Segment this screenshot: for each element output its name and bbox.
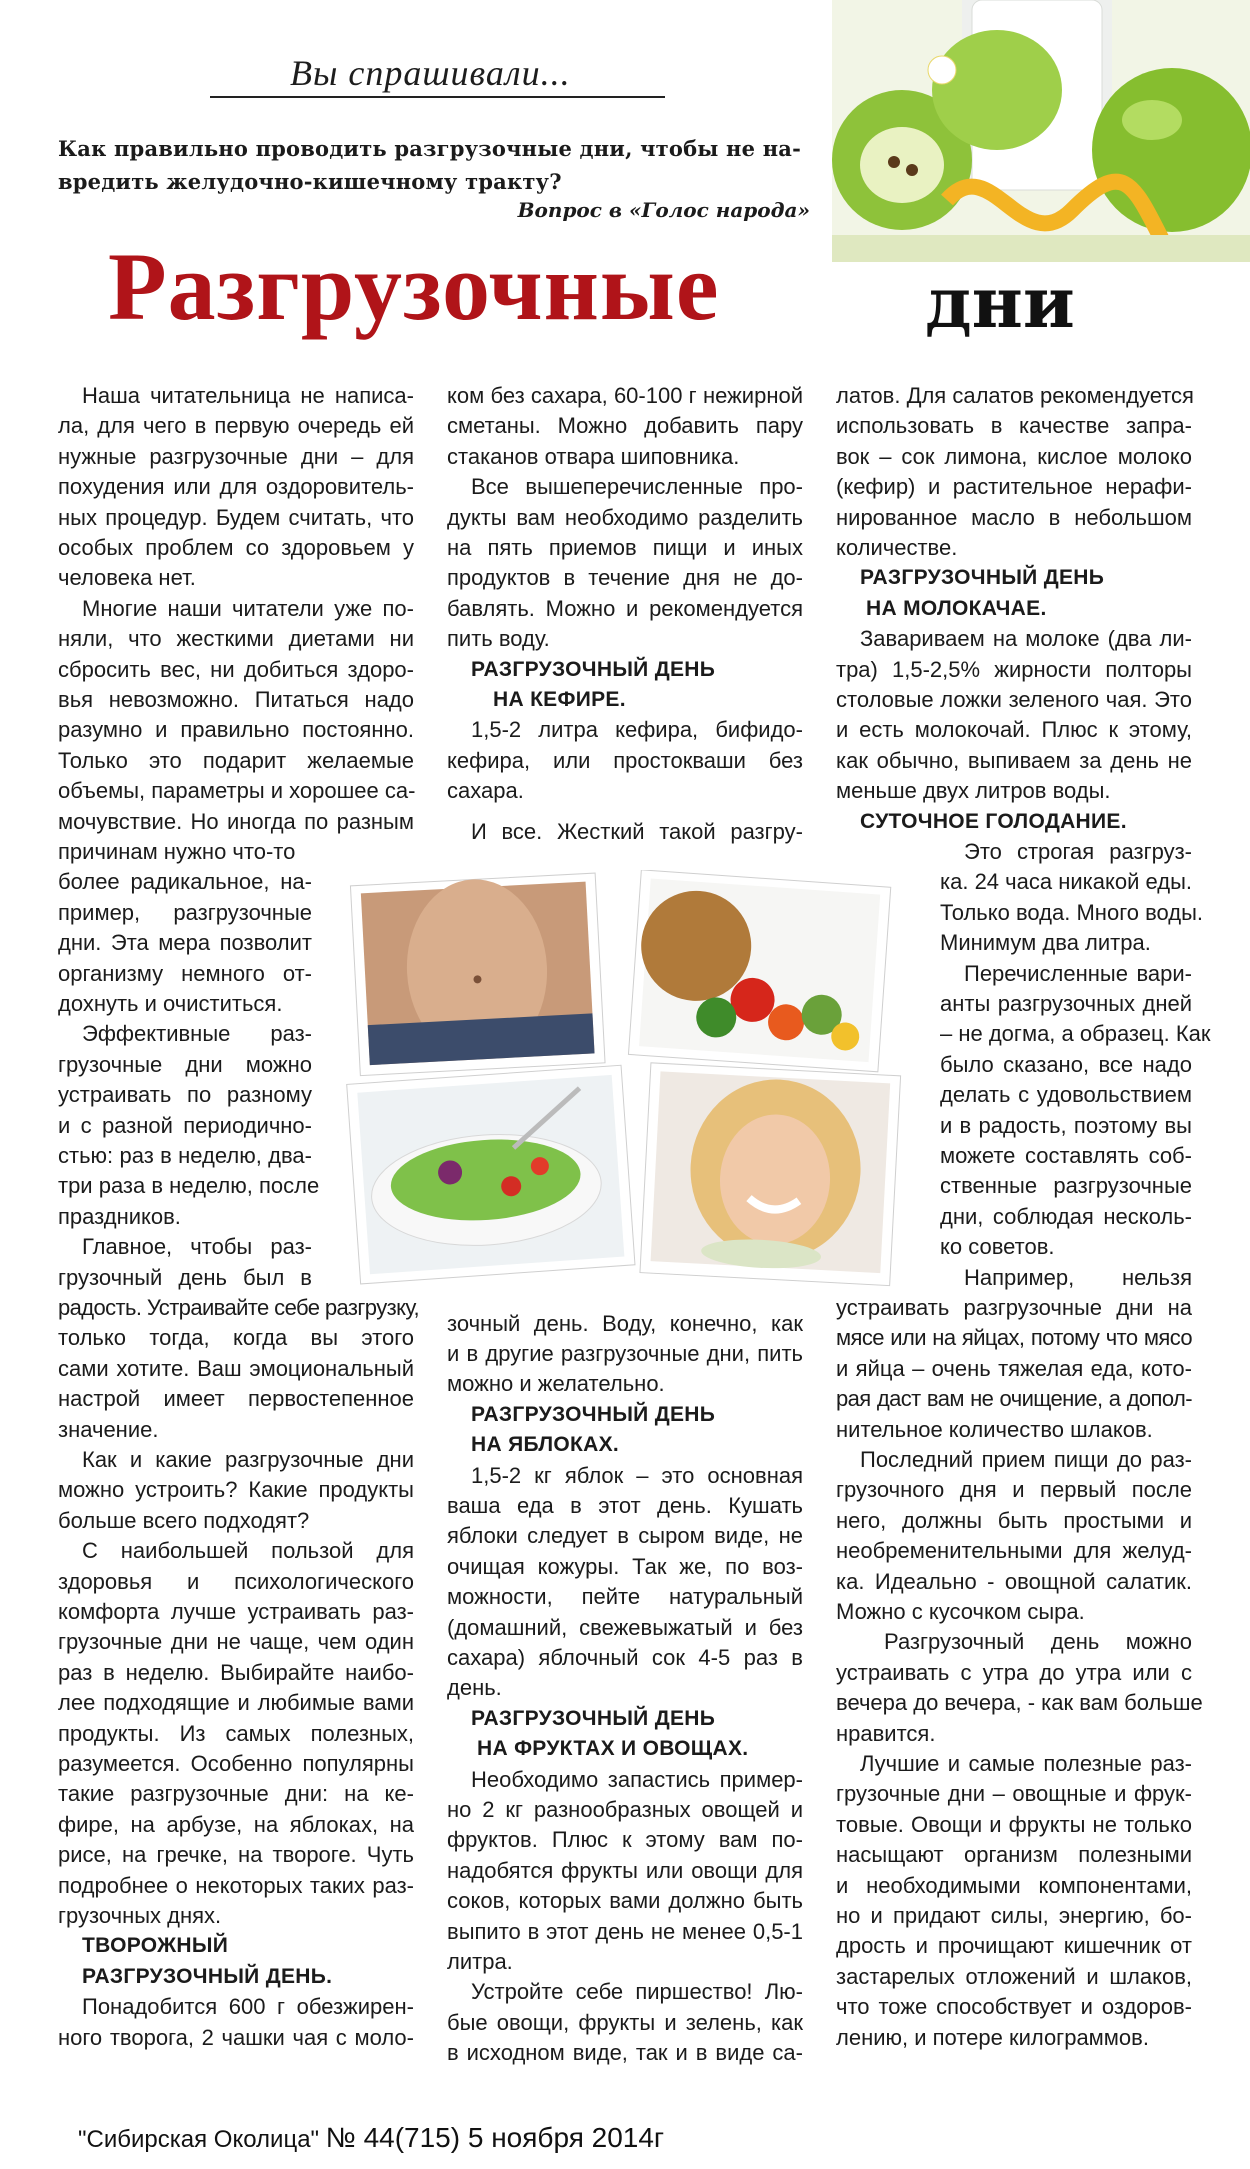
section-heading: РАЗГРУЗОЧНЫЙ ДЕНЬ xyxy=(471,1707,716,1730)
text-line: сбросить вес, ни добиться здоро- xyxy=(58,657,414,682)
text-line: нужные разгрузочные дни – для xyxy=(58,444,414,469)
apples-milk-photo xyxy=(832,0,1250,262)
text-line: устраивать по разному xyxy=(58,1082,312,1107)
text-line: ка. 24 часа никакой еды. xyxy=(940,869,1193,894)
text-line: Только это подарит желаемые xyxy=(58,748,414,773)
text-line: настрой имеет первостепенное xyxy=(58,1386,414,1411)
text-line: продуктов в течение дня не до- xyxy=(447,565,803,590)
section-heading: РАЗГРУЗОЧНЫЙ ДЕНЬ xyxy=(471,1403,716,1426)
text-line: нительное количество шлаков. xyxy=(836,1417,1153,1442)
text-line: и есть молокочай. Плюс к этому, xyxy=(836,717,1192,742)
section-heading: СУТОЧНОЕ ГОЛОДАНИЕ. xyxy=(860,810,1127,833)
text-line: Можно с кусочком сыра. xyxy=(836,1599,1085,1624)
text-line: Устройте себе пиршество! Лю- xyxy=(471,1979,803,2004)
text-line: только тогда, когда вы этого xyxy=(58,1325,414,1350)
text-line: комфорта лучше устраивать раз- xyxy=(58,1599,414,1624)
text-line: Только вода. Много воды. xyxy=(940,900,1204,925)
reader-question xyxy=(58,132,818,198)
text-line: праздников. xyxy=(58,1204,181,1229)
text-line: можно устроить? Какие продукты xyxy=(58,1477,414,1502)
kicker-rule xyxy=(210,96,665,98)
section-heading: РАЗГРУЗОЧНЫЙ ДЕНЬ. xyxy=(82,1965,333,1988)
text-line: очищая кожуры. Так же, по воз- xyxy=(447,1554,803,1579)
text-line: Все вышеперечисленные про- xyxy=(471,474,803,499)
issue-footer xyxy=(78,2122,664,2154)
text-line: (домашний, свежевыжатый и без xyxy=(447,1615,803,1640)
text-line: ком без сахара, 60-100 г нежирной xyxy=(447,383,803,408)
text-line: соков, которых вами должно быть xyxy=(447,1888,803,1913)
text-line: – не догма, а образец. Как xyxy=(940,1021,1211,1046)
text-line: (кефир) и растительное нерафи- xyxy=(836,474,1192,499)
text-line: меньше двух литров воды. xyxy=(836,778,1111,803)
text-line: объемы, параметры и хорошее са- xyxy=(58,778,416,803)
text-line: нравится. xyxy=(836,1721,936,1746)
text-line: грузочные дни не чаще, чем один xyxy=(58,1629,414,1654)
section-heading: ТВОРОЖНЫЙ xyxy=(82,1934,229,1957)
text-line: Разгрузочный день можно xyxy=(884,1629,1192,1654)
text-line: ного творога, 2 чашки чая с моло- xyxy=(58,2025,414,2050)
text-line: насыщают организм полезными xyxy=(836,1842,1192,1867)
text-line: застарелых отложений и шлаков, xyxy=(836,1964,1192,1989)
text-line: на пять приемов пищи и иных xyxy=(447,535,803,560)
text-line: продукты. Из самых полезных, xyxy=(58,1721,414,1746)
section-heading: НА КЕФИРЕ. xyxy=(493,688,626,711)
text-line: литра. xyxy=(447,1949,513,1974)
text-line: дрость и прочищают кишечник от xyxy=(836,1933,1192,1958)
article-title: Разгрузочные xyxy=(108,233,720,340)
text-line: мясе или на яйцах, потому что мясо xyxy=(836,1325,1192,1350)
question-line: Как правильно проводить разгрузочные дни, чтобы не на- xyxy=(58,136,801,161)
text-line: С наибольшей пользой для xyxy=(82,1538,414,1563)
text-line: и в радость, поэтому вы xyxy=(940,1113,1192,1138)
text-line: разумно и правильно постоянно. xyxy=(58,717,414,742)
text-line: вья невозможно. Питаться надо xyxy=(58,687,414,712)
text-line: стью: раз в неделю, два- xyxy=(58,1143,312,1168)
text-line: лению, и потере килограммов. xyxy=(836,2025,1149,2050)
text-line: грузочные дни – овощные и фрук- xyxy=(836,1781,1192,1806)
text-line: три раза в неделю, после xyxy=(58,1173,320,1198)
text-line: сметаны. Можно добавить пару xyxy=(447,413,803,438)
text-line: яблоки следует в сыром виде, не xyxy=(447,1523,803,1548)
question-line: вредить желудочно-кишечному тракту? xyxy=(58,169,562,194)
text-line: надобятся фрукты или овощи для xyxy=(447,1858,803,1883)
text-line: анты разгрузочных дней xyxy=(940,991,1192,1016)
text-line: и в другие разгрузочные дни, пить xyxy=(447,1341,803,1366)
text-line: пример, разгрузочные xyxy=(58,900,312,925)
text-line: и с разной периодично- xyxy=(58,1113,312,1138)
text-line: разумеется. Особенно популярны xyxy=(58,1751,414,1776)
text-line: Многие наши читатели уже по- xyxy=(82,596,414,621)
text-line: Например, нельзя xyxy=(964,1265,1192,1290)
text-line: сахара. xyxy=(447,778,524,803)
text-line: в исходном виде, так и в виде са- xyxy=(447,2040,803,2065)
text-line: вечера до вечера, - как вам больше xyxy=(836,1690,1203,1715)
text-line: раз в неделю. Выбирайте наибо- xyxy=(58,1660,414,1685)
text-line: Последний прием пищи до раз- xyxy=(860,1447,1192,1472)
text-line: дохнуть и очиститься. xyxy=(58,991,283,1016)
text-line: значение. xyxy=(58,1417,159,1442)
text-line: Это строгая разгруз- xyxy=(964,839,1192,864)
section-kicker: Вы спрашивали... xyxy=(290,53,571,93)
section-heading: НА ЯБЛОКАХ. xyxy=(471,1433,620,1456)
section-heading: РАЗГРУЗОЧНЫЙ ДЕНЬ xyxy=(471,658,716,681)
text-line: Завариваем на молоке (два ли- xyxy=(860,626,1192,651)
text-line: фире, на арбузе, на яблоках, на xyxy=(58,1812,414,1837)
text-line: радость. Устраивайте себе разгрузку, xyxy=(58,1295,420,1320)
text-line: было сказано, все надо xyxy=(940,1052,1192,1077)
text-line: но и придают силы, энергию, бо- xyxy=(836,1903,1192,1928)
text-line: можности, пейте натуральный xyxy=(447,1584,803,1609)
text-line: и необходимыми компонентами, xyxy=(836,1873,1192,1898)
text-line: ных процедур. Будем считать, что xyxy=(58,505,414,530)
text-line: что тоже способствует и оздоров- xyxy=(836,1994,1192,2019)
text-line: лее подходящие и любимые вами xyxy=(58,1690,414,1715)
photo-collage xyxy=(335,870,910,1290)
text-line: и яйца – очень тяжелая еда, кото- xyxy=(836,1356,1192,1381)
text-line: человека нет. xyxy=(58,565,196,590)
text-line: организму немного от- xyxy=(58,961,312,986)
text-line: рая даст вам не очищение, а допол- xyxy=(836,1386,1192,1411)
text-line: грузочные дни можно xyxy=(58,1052,312,1077)
text-line: Главное, чтобы раз- xyxy=(82,1234,312,1259)
text-line: 1,5-2 кг яблок – это основная xyxy=(471,1463,803,1488)
text-line: подробнее о некоторых таких раз- xyxy=(58,1873,414,1898)
text-line: использовать в качестве запра- xyxy=(836,413,1192,438)
text-line: вок – сок лимона, кислое молоко xyxy=(836,444,1192,469)
text-line: дукты вам необходимо разделить xyxy=(447,505,803,530)
text-line: И все. Жесткий такой разгру- xyxy=(471,819,803,844)
text-line: количестве. xyxy=(836,535,958,560)
section-heading: РАЗГРУЗОЧНЫЙ ДЕНЬ xyxy=(860,566,1105,589)
text-line: Необходимо запастись пример- xyxy=(471,1767,803,1792)
text-line: можете составлять соб- xyxy=(940,1143,1192,1168)
text-line: похудения или для оздоровитель- xyxy=(58,474,414,499)
text-line: латов. Для салатов рекомендуется xyxy=(836,383,1194,408)
question-source: Вопрос в «Голос народа» xyxy=(517,198,810,222)
text-line: ка. Идеально - овощной салатик. xyxy=(836,1569,1192,1594)
text-line: Эффективные раз- xyxy=(82,1021,312,1046)
text-line: грузочных днях. xyxy=(58,1903,222,1928)
text-line: дни, соблюдая несколь- xyxy=(940,1204,1192,1229)
text-line: товые. Овощи и фрукты не только xyxy=(836,1812,1192,1837)
section-heading: НА ФРУКТАХ И ОВОЩАХ. xyxy=(477,1737,749,1760)
text-line: рисе, на гречке, на твороге. Чуть xyxy=(58,1842,414,1867)
text-line: но 2 кг разнообразных овощей и xyxy=(447,1797,803,1822)
text-line: столовые ложки зеленого чая. Это xyxy=(836,687,1192,712)
text-line: сами хотите. Ваш эмоциональный xyxy=(58,1356,414,1381)
text-line: бавлять. Можно и рекомендуется xyxy=(447,596,803,621)
text-line: ла, для чего в первую очередь ей xyxy=(58,413,414,438)
text-line: Лучшие и самые полезные раз- xyxy=(860,1751,1192,1776)
issue-number-date: № 44(715) 5 ноября 2014г xyxy=(325,2122,665,2153)
text-line: Наша читательница не написа- xyxy=(82,383,414,408)
text-line: можно и желательно. xyxy=(447,1371,665,1396)
text-line: как обычно, выпиваем за день не xyxy=(836,748,1192,773)
text-line: сахара) яблочный сок 4-5 раз в xyxy=(447,1645,803,1670)
text-line: Перечисленные вари- xyxy=(964,961,1192,986)
text-line: фруктов. Плюс к этому вам по- xyxy=(447,1827,803,1852)
text-line: зочный день. Воду, конечно, как xyxy=(447,1311,803,1336)
text-line: тра) 1,5-2,5% жирности полторы xyxy=(836,657,1192,682)
text-line: необременительными для желуд- xyxy=(836,1538,1192,1563)
section-heading: НА МОЛОКАЧАЕ. xyxy=(866,597,1047,620)
text-line: няли, что жесткими диетами ни xyxy=(58,626,414,651)
newspaper-name: "Сибирская Околица" xyxy=(78,2126,320,2153)
text-line: ственные разгрузочные xyxy=(940,1173,1192,1198)
text-line: причинам нужно что-то xyxy=(58,839,296,864)
text-line: особых проблем со здоровьем у xyxy=(58,535,414,560)
text-line: бые овощи, фрукты и зелень, как xyxy=(447,2010,803,2035)
text-line: Минимум два литра. xyxy=(940,930,1151,955)
text-line: здоровья и психологического xyxy=(58,1569,414,1594)
text-line: ко советов. xyxy=(940,1234,1055,1259)
text-line: мочувствие. Но иногда по разным xyxy=(58,809,414,834)
text-line: устраивать с утра до утра или с xyxy=(836,1660,1192,1685)
text-line: устраивать разгрузочные дни на xyxy=(836,1295,1192,1320)
text-line: кефира, или простокваши без xyxy=(447,748,803,773)
text-line: день. xyxy=(447,1675,502,1700)
text-line: стаканов отвара шиповника. xyxy=(447,444,740,469)
text-line: него, должны быть простыми и xyxy=(836,1508,1192,1533)
article-title-sub: дни xyxy=(925,261,1075,344)
text-line: выпито в этот день не менее 0,5-1 xyxy=(447,1919,803,1944)
text-line: такие разгрузочные дни: на ке- xyxy=(58,1781,414,1806)
text-line: грузочного дня и первый после xyxy=(836,1477,1192,1502)
text-line: нированное масло в небольшом xyxy=(836,505,1192,530)
text-line: 1,5-2 литра кефира, бифидо- xyxy=(471,717,803,742)
text-line: ваша еда в этот день. Кушать xyxy=(447,1493,803,1518)
text-line: Как и какие разгрузочные дни xyxy=(82,1447,414,1472)
text-line: делать с удовольствием xyxy=(940,1082,1192,1107)
text-line: более радикальное, на- xyxy=(58,869,312,894)
text-line: больше всего подходят? xyxy=(58,1508,310,1533)
text-line: Понадобится 600 г обезжирен- xyxy=(82,1994,414,2019)
text-line: дни. Эта мера позволит xyxy=(58,930,312,955)
text-line: пить воду. xyxy=(447,626,550,651)
text-line: грузочный день был в xyxy=(58,1265,312,1290)
